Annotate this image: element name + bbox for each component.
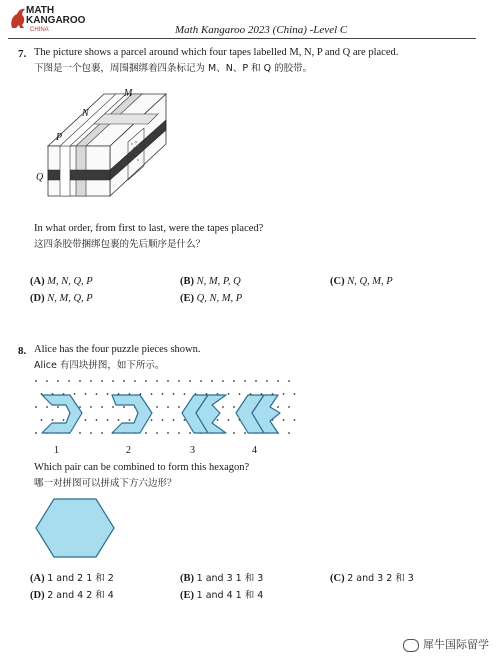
q7-option-b[interactable] xyxy=(180,276,241,287)
grid-dot xyxy=(68,380,70,382)
grid-dot xyxy=(134,380,136,382)
parcel-figure xyxy=(36,84,176,212)
question-7-text-en: The picture shows a parcel around which four tapes labelled M, N, P and Q are placed. xyxy=(34,47,399,58)
grid-dot xyxy=(283,393,285,395)
q8-option-d-text: 2 and 4 2 和 4 xyxy=(47,590,114,601)
grid-dot xyxy=(85,419,87,421)
tape-label-m: M xyxy=(124,88,133,99)
grid-dot xyxy=(167,380,169,382)
piece-label-1: 1 xyxy=(54,445,59,456)
grid-dot xyxy=(189,432,191,434)
grid-dot xyxy=(156,380,158,382)
q8-option-a-text: 1 and 2 1 和 2 xyxy=(47,573,114,584)
grid-dot xyxy=(123,380,125,382)
puzzle-piece-2 xyxy=(112,395,152,433)
grid-dot xyxy=(244,380,246,382)
grid-dot xyxy=(101,432,103,434)
wechat-icon xyxy=(403,639,419,652)
page-header-title: Math Kangaroo 2023 (China) -Level C xyxy=(175,24,348,36)
q7-option-e-key: (E) xyxy=(180,293,194,304)
grid-dot xyxy=(118,419,120,421)
q7-option-c-key: (C) xyxy=(330,276,345,287)
q7-option-c-text: N, Q, M, P xyxy=(347,276,393,287)
grid-dot xyxy=(288,406,290,408)
hexagon-figure xyxy=(34,495,116,561)
q8-option-e-key: (E) xyxy=(180,590,194,601)
grid-dot xyxy=(178,432,180,434)
q7-option-b-text: N, M, P, Q xyxy=(196,276,241,287)
grid-dot xyxy=(52,419,54,421)
question-7-prompt-cn: 这四条胶带捆绑包裹的先后顺序是什么？ xyxy=(34,239,206,250)
question-8-prompt-en: Which pair can be combined to form this hexagon? xyxy=(34,462,250,473)
grid-dot xyxy=(145,380,147,382)
grid-dot xyxy=(277,380,279,382)
grid-dot xyxy=(294,419,296,421)
q8-option-d[interactable] xyxy=(30,587,114,601)
q8-option-a[interactable] xyxy=(30,570,114,584)
logo-text-math: MATH xyxy=(26,5,55,16)
grid-dot xyxy=(79,380,81,382)
tape-label-n: N xyxy=(82,108,89,119)
grid-dot xyxy=(239,393,241,395)
grid-dot xyxy=(255,380,257,382)
question-8-number: 8. xyxy=(18,345,27,357)
question-8-prompt-cn: 哪一对拼图可以拼成下方六边形？ xyxy=(34,478,177,489)
q7-option-e-text: Q, N, M, P xyxy=(196,293,243,304)
question-7-text-cn: 下图是一个包裹，周围捆绑着四条标记为 M、N、P 和 Q 的胶带。 xyxy=(34,63,313,74)
puzzle-pieces-figure xyxy=(30,375,300,457)
grid-dot xyxy=(63,419,65,421)
grid-dot xyxy=(266,380,268,382)
grid-dot xyxy=(151,393,153,395)
q8-option-d-key: (D) xyxy=(30,590,45,601)
grid-dot xyxy=(200,380,202,382)
grid-dot xyxy=(57,406,59,408)
q8-option-c-text: 2 and 3 2 和 3 xyxy=(347,573,414,584)
grid-dot xyxy=(35,380,37,382)
grid-dot xyxy=(222,406,224,408)
q7-option-d-text: N, M, Q, P xyxy=(47,293,93,304)
grid-dot xyxy=(90,432,92,434)
grid-dot xyxy=(35,432,37,434)
q8-option-e[interactable] xyxy=(180,587,263,601)
grid-dot xyxy=(156,432,158,434)
grid-dot xyxy=(101,406,103,408)
grid-dot xyxy=(101,380,103,382)
question-8-text-en: Alice has the four puzzle pieces shown. xyxy=(34,344,201,355)
grid-dot xyxy=(189,380,191,382)
q7-option-a-text: M, N, Q, P xyxy=(47,276,93,287)
grid-dot xyxy=(217,419,219,421)
grid-dot xyxy=(129,419,131,421)
q8-option-c[interactable] xyxy=(330,570,414,584)
grid-dot xyxy=(90,406,92,408)
q8-option-a-key: (A) xyxy=(30,573,45,584)
grid-dot xyxy=(167,406,169,408)
tape-label-q: Q xyxy=(36,172,44,183)
puzzle-piece-1 xyxy=(42,395,82,433)
grid-dot xyxy=(96,419,98,421)
grid-dot xyxy=(74,393,76,395)
grid-dot xyxy=(233,380,235,382)
piece-label-2: 2 xyxy=(126,445,131,456)
q8-option-b[interactable] xyxy=(180,570,263,584)
q7-option-a-key: (A) xyxy=(30,276,45,287)
grid-dot xyxy=(173,419,175,421)
grid-dot xyxy=(167,432,169,434)
question-7-number: 7. xyxy=(18,48,27,60)
q7-option-d[interactable] xyxy=(30,293,93,304)
grid-dot xyxy=(162,419,164,421)
question-7-prompt-en: In what order, from first to last, were the tapes placed? xyxy=(34,223,264,234)
q8-option-b-key: (B) xyxy=(180,573,194,584)
grid-dot xyxy=(277,406,279,408)
q8-option-b-text: 1 and 3 1 和 3 xyxy=(196,573,264,584)
q7-option-a[interactable] xyxy=(30,276,93,287)
grid-dot xyxy=(288,380,290,382)
watermark-text: 犀牛国际留学 xyxy=(423,638,489,651)
grid-dot xyxy=(244,432,246,434)
grid-dot xyxy=(57,380,59,382)
grid-dot xyxy=(294,393,296,395)
grid-dot xyxy=(184,393,186,395)
q7-option-b-key: (B) xyxy=(180,276,194,287)
logo-text-china: CHINA xyxy=(30,27,49,33)
grid-dot xyxy=(46,380,48,382)
kangaroo-logo-icon xyxy=(8,6,28,30)
grid-dot xyxy=(228,419,230,421)
grid-dot xyxy=(46,406,48,408)
grid-dot xyxy=(222,380,224,382)
grid-dot xyxy=(228,393,230,395)
q7-option-e[interactable] xyxy=(180,293,242,304)
grid-dot xyxy=(35,406,37,408)
grid-dot xyxy=(233,432,235,434)
grid-dot xyxy=(107,419,109,421)
grid-dot xyxy=(112,406,114,408)
grid-dot xyxy=(178,380,180,382)
grid-dot xyxy=(211,380,213,382)
grid-dot xyxy=(41,419,43,421)
grid-dot xyxy=(85,393,87,395)
piece-label-4: 4 xyxy=(252,445,257,456)
q8-option-e-text: 1 and 4 1 和 4 xyxy=(196,590,264,601)
grid-dot xyxy=(156,406,158,408)
grid-dot xyxy=(173,393,175,395)
q8-option-c-key: (C) xyxy=(330,573,345,584)
grid-dot xyxy=(107,393,109,395)
watermark xyxy=(403,636,489,652)
q7-option-c[interactable] xyxy=(330,276,393,287)
header-divider xyxy=(8,38,476,39)
grid-dot xyxy=(178,406,180,408)
grid-dot xyxy=(151,419,153,421)
grid-dot xyxy=(79,432,81,434)
logo-text-kangaroo: KANGAROO xyxy=(26,15,86,26)
question-8-text-cn: Alice 有四块拼图，如下所示。 xyxy=(34,360,165,371)
grid-dot xyxy=(288,432,290,434)
grid-dot xyxy=(145,432,147,434)
grid-dot xyxy=(283,419,285,421)
grid-dot xyxy=(123,406,125,408)
grid-dot xyxy=(233,406,235,408)
grid-dot xyxy=(96,393,98,395)
piece-label-3: 3 xyxy=(190,445,195,456)
q7-option-d-key: (D) xyxy=(30,293,45,304)
grid-dot xyxy=(79,406,81,408)
tape-label-p: P xyxy=(56,132,63,143)
grid-dot xyxy=(90,380,92,382)
grid-dot xyxy=(162,393,164,395)
grid-dot xyxy=(112,380,114,382)
